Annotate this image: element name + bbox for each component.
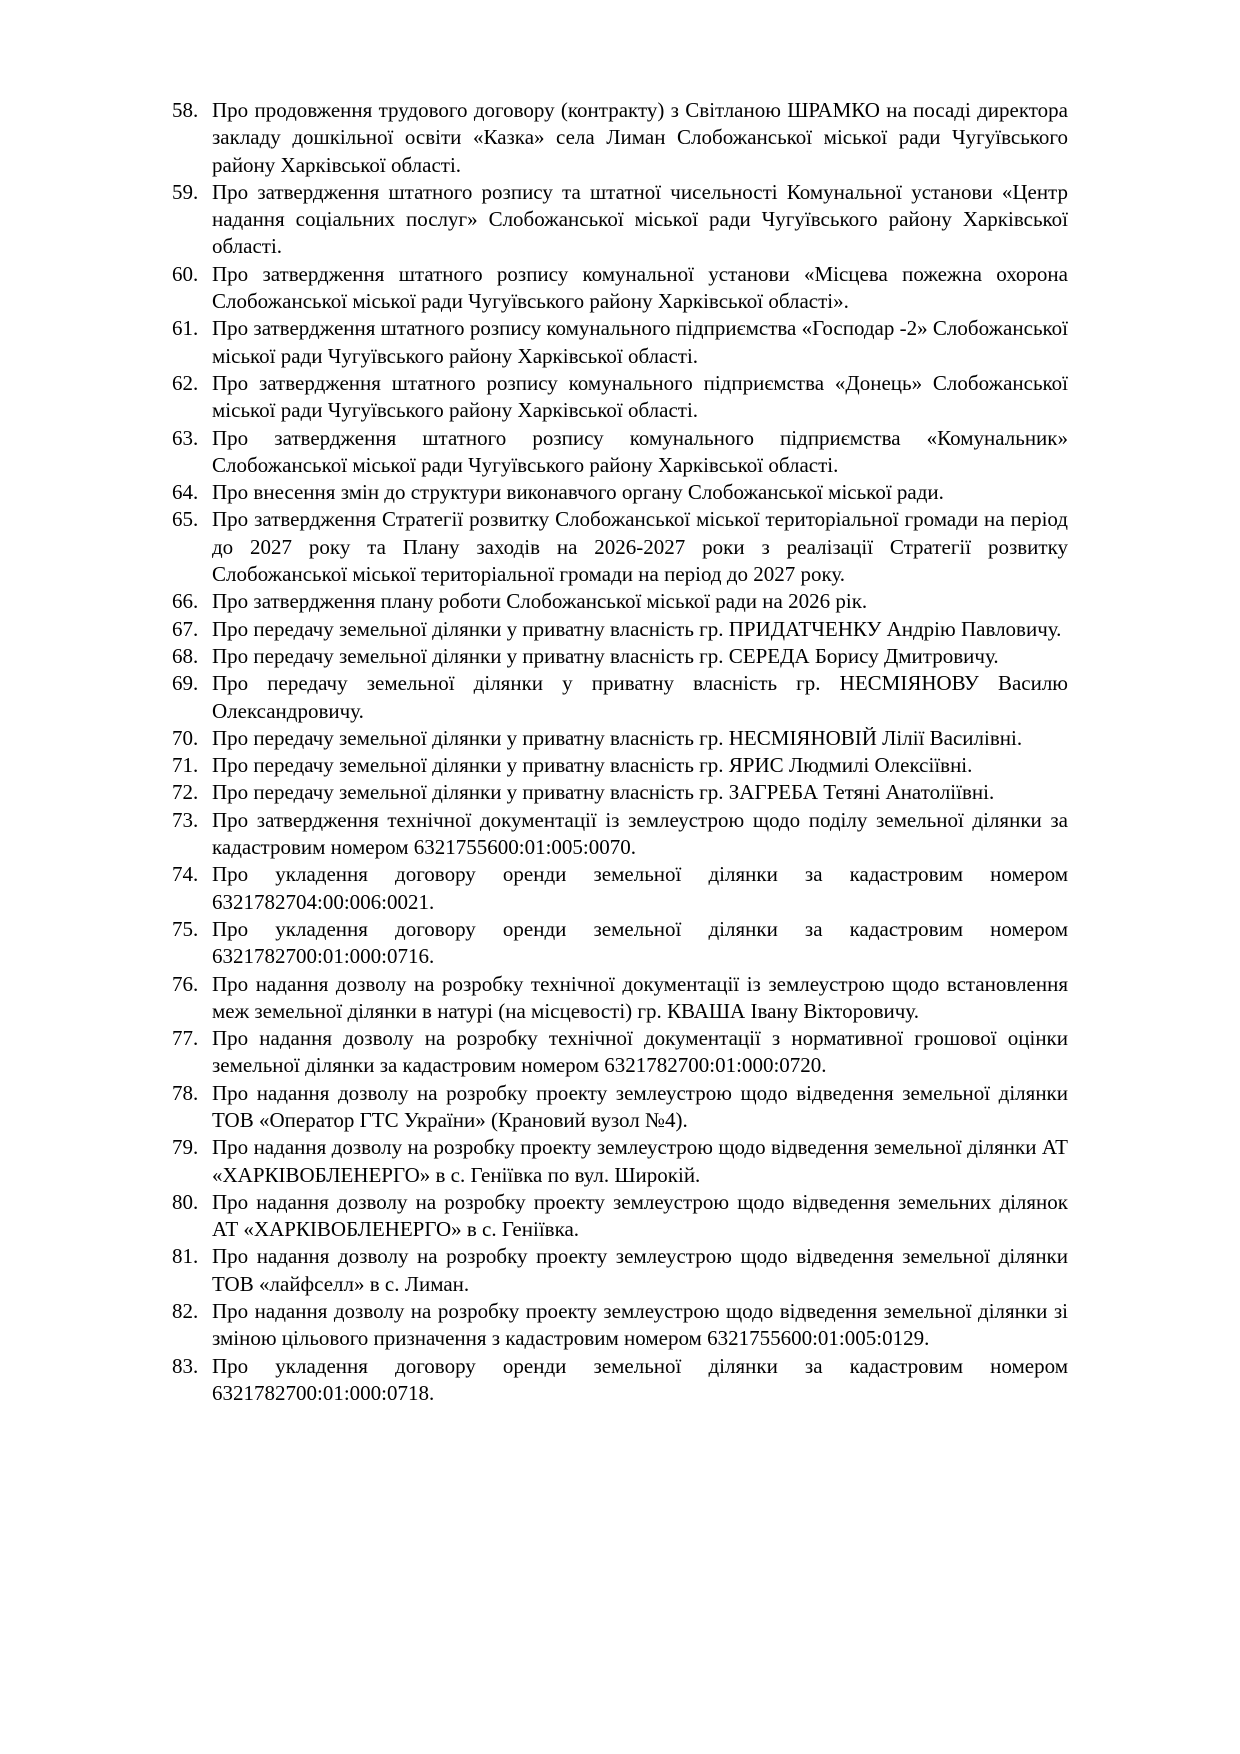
item-number: 76. (172, 971, 199, 996)
item-number: 61. (172, 316, 199, 341)
list-item (172, 261, 1068, 316)
list-item (172, 315, 1068, 370)
item-number: 77. (172, 1026, 199, 1051)
list-item (172, 1189, 1068, 1244)
list-item (172, 752, 1068, 779)
item-number: 63. (172, 425, 199, 450)
item-text: Про укладення договору оренди земельної ділянки за кадастровим номером 6321782700:01:000:0716. (212, 916, 1068, 969)
list-item (172, 725, 1068, 752)
list-item (172, 779, 1068, 806)
list-item (172, 1080, 1068, 1135)
item-text: Про затвердження штатного розпису комунальної установи «Місцева пожежна охорона Слобожанської міської ради Чугуївського району Харківської області». (212, 261, 1068, 314)
item-number: 79. (172, 1135, 199, 1160)
item-text: Про укладення договору оренди земельної ділянки за кадастровим номером 6321782704:00:006:0021. (212, 862, 1068, 914)
list-item (172, 588, 1068, 615)
item-number: 68. (172, 643, 199, 668)
item-number: 78. (172, 1080, 199, 1105)
item-number: 74. (172, 862, 199, 887)
item-number: 65. (172, 507, 199, 532)
item-number: 81. (172, 1244, 199, 1269)
list-item (172, 971, 1068, 1026)
list-item (172, 1243, 1068, 1298)
item-text: Про продовження трудового договору (контракту) з Світланою ШРАМКО на посаді директора закладу дошкільної освіти «Казка» села Лиман Слобожанської міської ради Чугуївського району Харківської області. (212, 98, 1068, 177)
item-number: 83. (172, 1353, 199, 1378)
item-number: 66. (172, 589, 199, 614)
item-number: 69. (172, 671, 199, 696)
item-text: Про передачу земельної ділянки у приватну власність гр. СЕРЕДА Борису Дмитровичу. (212, 643, 999, 668)
item-number: 82. (172, 1299, 199, 1324)
list-item (172, 916, 1068, 971)
item-text: Про затвердження плану роботи Слобожанської міської ради на 2026 рік. (212, 589, 868, 614)
list-item (172, 425, 1068, 480)
item-number: 72. (172, 780, 199, 805)
list-item (172, 1134, 1068, 1189)
item-text: Про передачу земельної ділянки у приватну власність гр. НЕСМІЯНОВУ Василю Олександровичу. (212, 671, 1068, 723)
list-item (172, 643, 1068, 670)
item-number: 67. (172, 616, 199, 641)
item-text: Про надання дозволу на розробку технічної документації із землеустрою щодо встановлення меж земельної ділянки в натурі (на місцевості) гр. КВАША Івану Вікторовичу. (212, 971, 1068, 1023)
item-number: 64. (172, 480, 199, 505)
item-text: Про надання дозволу на розробку проекту землеустрою щодо відведення земельної ділянки АТ «ХАРКІВОБЛЕНЕРГО» в с. Геніївка по вул. Широкій. (212, 1135, 1068, 1187)
item-text: Про затвердження технічної документації із землеустрою щодо поділу земельної ділянки за кадастровим номером 6321755600:01:005:0070. (212, 807, 1068, 860)
list-item (172, 807, 1068, 862)
list-item (172, 1353, 1068, 1408)
item-text: Про передачу земельної ділянки у приватну власність гр. ЗАГРЕБА Тетяні Анатоліївні. (212, 780, 995, 805)
list-item (172, 861, 1068, 916)
list-item (172, 97, 1068, 179)
item-text: Про надання дозволу на розробку проекту землеустрою щодо відведення земельної ділянки зі зміною цільового призначення з кадастровим номером 6321755600:01:005:0129. (212, 1299, 1068, 1351)
item-text: Про внесення змін до структури виконавчого органу Слобожанської міської ради. (212, 480, 944, 505)
item-text: Про передачу земельної ділянки у приватну власність гр. НЕСМІЯНОВІЙ Лілії Василівні. (212, 725, 1023, 750)
list-item (172, 670, 1068, 725)
list-item (172, 1298, 1068, 1353)
item-number: 70. (172, 725, 199, 750)
item-number: 58. (172, 98, 199, 122)
item-text: Про затвердження Стратегії розвитку Слобожанської міської територіальної громади на період до 2027 року та Плану заходів на 2026-2027 роки з реалізації Стратегії розвитку Слобожанської міської територіальної громади на період до 2027 року. (212, 507, 1068, 587)
item-text: Про надання дозволу на розробку технічної документації з нормативної грошової оцінки земельної ділянки за кадастровим номером 6321782700:01:000:0720. (212, 1026, 1068, 1078)
item-text: Про передачу земельної ділянки у приватну власність гр. ЯРИС Людмилі Олексіївні. (212, 753, 973, 778)
item-number: 71. (172, 753, 199, 778)
list-item (172, 506, 1068, 588)
item-text: Про затвердження штатного розпису та штатної чисельності Комунальної установи «Центр надання соціальних послуг» Слобожанської міської ради Чугуївського району Харківської області. (212, 179, 1068, 259)
item-text: Про надання дозволу на розробку проекту землеустрою щодо відведення земельної ділянки ТОВ «лайфселл» в с. Лиман. (212, 1244, 1068, 1296)
item-text: Про надання дозволу на розробку проекту землеустрою щодо відведення земельних ділянок АТ «ХАРКІВОБЛЕНЕРГО» в с. Геніївка. (212, 1189, 1068, 1242)
item-number: 60. (172, 261, 199, 286)
item-number: 73. (172, 807, 199, 832)
item-text: Про затвердження штатного розпису комунального підприємства «Комунальник» Слобожанської міської ради Чугуївського району Харківської області. (212, 425, 1068, 477)
list-item (172, 479, 1068, 506)
item-text: Про укладення договору оренди земельної ділянки за кадастровим номером 6321782700:01:000:0718. (212, 1353, 1068, 1405)
item-text: Про надання дозволу на розробку проекту землеустрою щодо відведення земельної ділянки ТОВ «Оператор ГТС України» (Крановий вузол №4). (212, 1080, 1068, 1132)
list-item (172, 179, 1068, 261)
list-item (172, 370, 1068, 425)
item-number: 75. (172, 916, 199, 941)
item-text: Про затвердження штатного розпису комунального підприємства «Донець» Слобожанської міської ради Чугуївського району Харківської області. (212, 370, 1068, 423)
item-number: 62. (172, 370, 199, 395)
item-number: 80. (172, 1189, 199, 1214)
item-number: 59. (172, 179, 199, 204)
list-item (172, 1025, 1068, 1080)
item-text: Про передачу земельної ділянки у приватну власність гр. ПРИДАТЧЕНКУ Андрію Павловичу. (212, 616, 1062, 641)
list-item (172, 616, 1068, 643)
item-text: Про затвердження штатного розпису комунального підприємства «Господар -2» Слобожанської міської ради Чугуївського району Харківської області. (212, 316, 1068, 368)
